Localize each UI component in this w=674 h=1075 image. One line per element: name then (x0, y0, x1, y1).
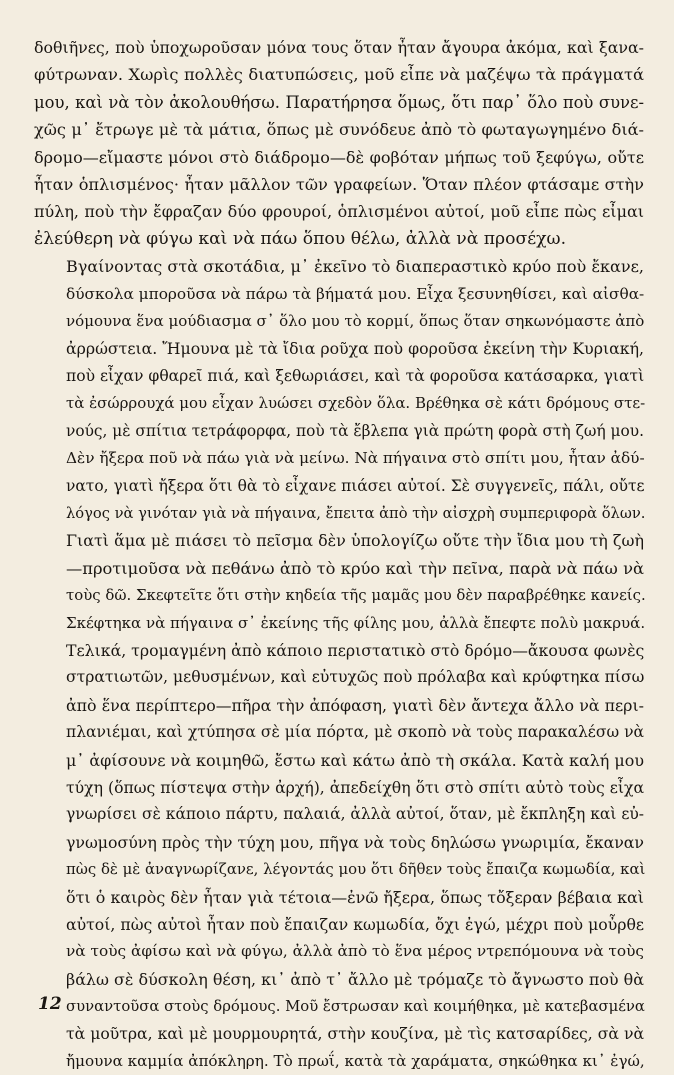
text-line: πὼς δὲ μὲ ἀναγνωρίζανε, λέγοντάς μου ὅτι δῆθεν τοὺς ἔπαιζα κωμωδία, καὶ (66, 860, 646, 879)
text-line: γνωρίσει σὲ κάποιο πάρτυ, παλαιά, ἀλλὰ αὐτοί, ὅταν, μὲ ἔκπληξη καὶ εὐ- (66, 805, 644, 824)
text-line: πύλη, ποὺ τὴν ἔφραζαν δύο φρουροί, ὁπλισμένοι αὐτοί, μοῦ εἶπε πὼς εἶμαι (34, 202, 644, 222)
text-line: ἦταν ὁπλισμένος· ἦταν μᾶλλον τῶν γραφείων. Ὅταν πλέον φτάσαμε στὴν (34, 175, 644, 195)
body-text (34, 34, 644, 1075)
text-line: Δὲν ἤξερα ποῦ νὰ πάω γιὰ νὰ μείνω. Νὰ πήγαινα στὸ σπίτι μου, ἦταν ἀδύ- (66, 449, 645, 468)
text-line: συναντοῦσα στοὺς δρόμους. Μοῦ ἔστρωσαν καὶ κοιμήθηκα, μὲ κατεβασμένα (66, 998, 645, 1016)
text-line: Τελικά, τρομαγμένη ἀπὸ κάποιο περιστατικὸ στὸ δρόμο—ἄκουσα φωνὲς (66, 640, 645, 660)
text-line: βάλω σὲ δύσκολη θέση, κι᾿ ἀπὸ τ᾿ ἄλλο μὲ τρόμαζε τὸ ἄγνωστο ποὺ θὰ (66, 969, 644, 989)
text-line: δύσκολα μποροῦσα νὰ πάρω τὰ βήματά μου. Εἶχα ξεσυνηθίσει, καὶ αἰσθα- (66, 284, 645, 303)
text-line: νούς, μὲ σπίτια τετράφορφα, ποὺ τὰ ἔβλεπα γιὰ πρώτη φορὰ στὴ ζωή μου. (66, 421, 644, 440)
text-line: ἤμουνα καμμία ἀπόκληρη. Τὸ πρωΐ, κατὰ τὰ χαράματα, σηκώθηκα κι᾿ ἐγώ, (66, 1052, 645, 1071)
text-line: νατο, γιατὶ ἤξερα ὅτι θὰ τὸ εἶχανε πιάσει αὐτοί. Σὲ συγγενεῖς, πάλι, οὔτε (66, 476, 645, 495)
text-line: δρομο—εἴμαστε μόνοι στὸ διάδρομο—δὲ φοβόταν μήπως τοῦ ξεφύγω, οὔτε (34, 147, 644, 167)
text-line: Γιατὶ ἅμα μὲ πιάσει τὸ πεῖσμα δὲν ὑπολογίζω οὔτε τὴν ἴδια μου τὴ ζωὴ (66, 531, 644, 551)
text-line: φύτρωναν. Χωρὶς πολλὲς διατυπώσεις, μοῦ εἶπε νὰ μαζέψω τὰ πράγματά (34, 65, 644, 85)
text-line: πλανιέμαι, καὶ χτύπησα σὲ μία πόρτα, μὲ σκοπὸ νὰ τοὺς παρακαλέσω νὰ (66, 723, 644, 742)
text-line: ποὺ εἶχαν φθαρεῖ πιά, καὶ ξεθωριάσει, καὶ τὰ φοροῦσα κατάσαρκα, γιατὶ (66, 366, 645, 385)
text-line: ἀρρώστεια. Ἤμουνα μὲ τὰ ἴδια ροῦχα ποὺ φοροῦσα ἐκείνη τὴν Κυριακή, (66, 339, 644, 359)
text-line: στρατιωτῶν, μεθυσμένων, καὶ εὐτυχῶς ποὺ πρόλαβα καὶ κρύφτηκα πίσω (66, 668, 645, 687)
text-line: χῶς μ᾿ ἔτρωγε μὲ τὰ μάτια, ὅπως μὲ συνόδευε ἀπὸ τὸ φωταγωγημένο διά- (34, 120, 644, 140)
text-line: νὰ τοὺς ἀφίσω καὶ νὰ φύγω, ἀλλὰ ἀπὸ τὸ ἕνα μέρος ντρεπόμουνα νὰ τοὺς (66, 942, 644, 961)
text-line: ἐλεύθερη νὰ φύγω καὶ νὰ πάω ὅπου θέλω, ἀλλὰ νὰ προσέχω. (34, 228, 567, 249)
text-line: τὰ ἐσώρρουχά μου εἶχαν λυώσει σχεδὸν ὅλα. Βρέθηκα σὲ κάτι δρόμους στε- (66, 394, 646, 413)
text-line: τύχη (ὅπως πίστεψα στὴν ἀρχή), ἀπεδείχθη ὅτι στὸ σπίτι αὐτὸ τοὺς εἶχα (66, 777, 645, 797)
text-line: Βγαίνοντας στὰ σκοτάδια, μ᾿ ἐκεῖνο τὸ διαπεραστικὸ κρύο ποὺ ἔκανε, (66, 257, 644, 277)
text-line: γνωμοσύνη πρὸς τὴν τύχη μου, πῆγα νὰ τοὺς δηλώσω γνωριμία, ἔκαναν (66, 832, 644, 852)
text-line: δοθιῆνες, ποὺ ὑποχωροῦσαν μόνα τους ὅταν ἦταν ἄγουρα ἀκόμα, καὶ ξανα- (34, 38, 644, 57)
text-line: —προτιμοῦσα νὰ πεθάνω ἀπὸ τὸ κρύο καὶ τὴν πεῖνα, παρὰ νὰ πάω νὰ (66, 558, 644, 578)
paragraph (34, 34, 644, 253)
page-number: 12 (38, 994, 62, 1014)
text-line: τοὺς δῶ. Σκεφτεῖτε ὅτι στὴν κηδεία τῆς μαμᾶς μου δὲν παραβρέθηκε κανείς. (66, 586, 646, 605)
text-line: Σκέφτηκα νὰ πήγαινα σ᾿ ἐκείνης τῆς φίλης μου, ἀλλὰ ἔπεφτε πολὺ μακρυά. (66, 613, 646, 632)
text-line: λόγος νὰ γινόταν γιὰ νὰ πήγαινα, ἔπειτα ἀπὸ τὴν αἰσχρὴ συμπεριφορὰ ὅλων. (66, 504, 646, 522)
text-line: τὰ μοῦτρα, καὶ μὲ μουρμουρητά, στὴν κουζίνα, μὲ τὶς κατσαρίδες, σὰ νὰ (66, 1024, 644, 1043)
text-line: μου, καὶ νὰ τὸν ἀκολουθήσω. Παρατήρησα ὅμως, ὅτι παρ᾿ ὅλο ποὺ συνε- (34, 92, 644, 112)
text-line: ὅτι ὁ καιρὸς δὲν ἦταν γιὰ τέτοια—ἐνῶ ἤξερα, ὅπως τὄξεραν βέβαια καὶ (66, 887, 644, 907)
text-line: νόμουνα ἕνα μούδιασμα σ᾿ ὅλο μου τὸ κορμί, ὅπως ὅταν σηκωνόμαστε ἀπὸ (66, 312, 645, 331)
text-line: μ᾿ ἀφίσουνε νὰ κοιμηθῶ, ἔστω καὶ κάτω ἀπὸ τὴ σκάλα. Κατὰ καλή μου (66, 750, 644, 770)
text-line: ἀπὸ ἕνα περίπτερο—πῆρα τὴν ἀπόφαση, γιατὶ δὲν ἄντεχα ἄλλο νὰ περι- (66, 695, 644, 715)
paragraph (34, 253, 644, 1075)
text-line: αὐτοί, πὼς αὐτοὶ ἦταν ποὺ ἔπαιζαν κωμωδία, ὄχι ἐγώ, μέχρι ποὺ μοὖρθε (66, 915, 645, 934)
